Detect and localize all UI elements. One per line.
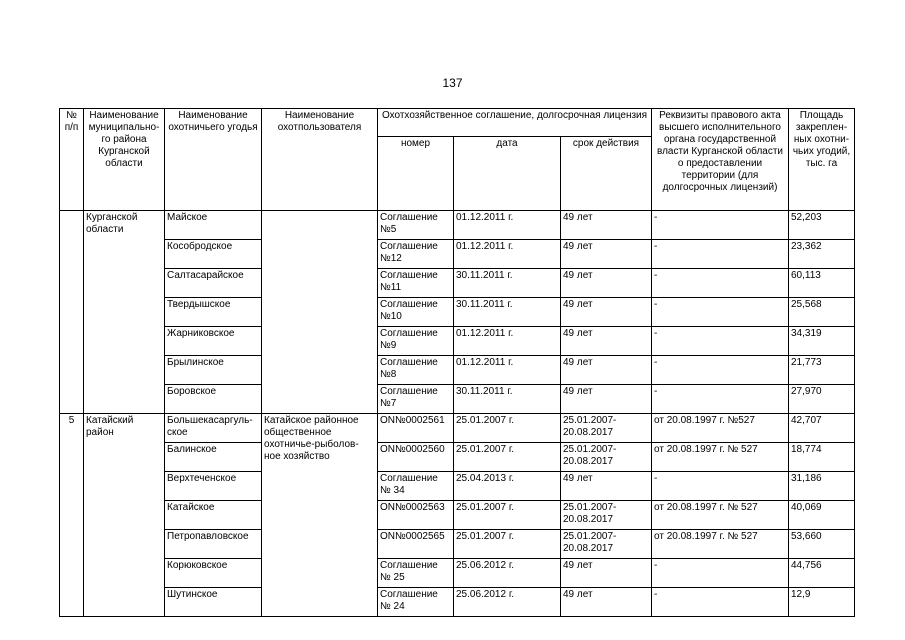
agreement-term-cell: 49 лет xyxy=(561,298,652,327)
agreement-date-cell: 25.01.2007 г. xyxy=(454,530,561,559)
legal-act-cell: - xyxy=(652,327,789,356)
area-cell: 40,069 xyxy=(789,501,855,530)
legal-act-cell: - xyxy=(652,559,789,588)
header-district: Наименование муниципально-го района Курганской области xyxy=(84,109,165,211)
agreement-term-cell: 49 лет xyxy=(561,211,652,240)
agreement-number-cell: Соглашение №11 xyxy=(378,269,454,298)
legal-act-cell: - xyxy=(652,240,789,269)
agreement-number-cell: Соглашение №9 xyxy=(378,327,454,356)
header-agreement: Охотхозяйственное соглашение, долгосрочная лицензия xyxy=(378,109,652,137)
agreement-date-cell: 25.06.2012 г. xyxy=(454,588,561,617)
agreement-term-cell: 25.01.2007-20.08.2017 xyxy=(561,443,652,472)
area-cell: 31,186 xyxy=(789,472,855,501)
area-cell: 21,773 xyxy=(789,356,855,385)
agreement-date-cell: 25.06.2012 г. xyxy=(454,559,561,588)
legal-act-cell: - xyxy=(652,269,789,298)
ground-name-cell: Большекасаргуль-ское xyxy=(165,414,262,443)
table-row xyxy=(60,211,855,240)
hunting-grounds-table xyxy=(59,108,855,617)
hunting-user-cell: Катайское районное общественное охотничье-рыболов-ное хозяйство xyxy=(262,414,378,617)
table-row xyxy=(60,559,855,588)
header-num: № п/п xyxy=(60,109,84,211)
agreement-date-cell: 01.12.2011 г. xyxy=(454,211,561,240)
legal-act-cell: - xyxy=(652,385,789,414)
table-row xyxy=(60,240,855,269)
area-cell: 53,660 xyxy=(789,530,855,559)
ground-name-cell: Катайское xyxy=(165,501,262,530)
table-row xyxy=(60,269,855,298)
area-cell: 12,9 xyxy=(789,588,855,617)
table-row xyxy=(60,356,855,385)
agreement-term-cell: 25.01.2007-20.08.2017 xyxy=(561,530,652,559)
agreement-number-cell: ОN№0002565 xyxy=(378,530,454,559)
table-row xyxy=(60,298,855,327)
legal-act-cell: - xyxy=(652,472,789,501)
ground-name-cell: Жарниковское xyxy=(165,327,262,356)
legal-act-cell: - xyxy=(652,298,789,327)
agreement-term-cell: 49 лет xyxy=(561,269,652,298)
table-body xyxy=(60,211,855,617)
agreement-date-cell: 01.12.2011 г. xyxy=(454,327,561,356)
agreement-number-cell: Соглашение №8 xyxy=(378,356,454,385)
header-row xyxy=(60,109,855,137)
area-cell: 23,362 xyxy=(789,240,855,269)
agreement-date-cell: 25.01.2007 г. xyxy=(454,443,561,472)
agreement-number-cell: Соглашение № 24 xyxy=(378,588,454,617)
header-agreement-term: срок действия xyxy=(561,137,652,211)
ground-name-cell: Боровское xyxy=(165,385,262,414)
table-row xyxy=(60,385,855,414)
agreement-date-cell: 01.12.2011 г. xyxy=(454,240,561,269)
area-cell: 60,113 xyxy=(789,269,855,298)
header-area: Площадь закреплен-ных охотни-чьих угодий, тыс. га xyxy=(789,109,855,211)
ground-name-cell: Балинское xyxy=(165,443,262,472)
legal-act-cell: от 20.08.1997 г. № 527 xyxy=(652,443,789,472)
agreement-date-cell: 01.12.2011 г. xyxy=(454,356,561,385)
header-act: Реквизиты правового акта высшего исполнительного органа государственной власти Курганской области о предоставлении территории (для долгосрочных лицензий) xyxy=(652,109,789,211)
ground-name-cell: Шутинское xyxy=(165,588,262,617)
area-cell: 52,203 xyxy=(789,211,855,240)
table-row xyxy=(60,414,855,443)
agreement-number-cell: ОN№0002563 xyxy=(378,501,454,530)
agreement-date-cell: 25.01.2007 г. xyxy=(454,414,561,443)
district-cell: Курганской области xyxy=(84,211,165,414)
agreement-number-cell: Соглашение №5 xyxy=(378,211,454,240)
legal-act-cell: - xyxy=(652,588,789,617)
ground-name-cell: Твердышское xyxy=(165,298,262,327)
ground-name-cell: Майское xyxy=(165,211,262,240)
agreement-date-cell: 25.01.2007 г. xyxy=(454,501,561,530)
header-user: Наименование охотпользователя xyxy=(262,109,378,211)
agreement-date-cell: 30.11.2011 г. xyxy=(454,269,561,298)
agreement-date-cell: 30.11.2011 г. xyxy=(454,298,561,327)
agreement-number-cell: Соглашение №7 xyxy=(378,385,454,414)
hunting-user-cell xyxy=(262,211,378,414)
ground-name-cell: Петропавловское xyxy=(165,530,262,559)
ground-name-cell: Кособродское xyxy=(165,240,262,269)
agreement-term-cell: 49 лет xyxy=(561,588,652,617)
district-cell: Катайский район xyxy=(84,414,165,617)
legal-act-cell: от 20.08.1997 г. № 527 xyxy=(652,501,789,530)
agreement-number-cell: Соглашение №12 xyxy=(378,240,454,269)
agreement-term-cell: 49 лет xyxy=(561,472,652,501)
header-agreement-date: дата xyxy=(454,137,561,211)
area-cell: 44,756 xyxy=(789,559,855,588)
agreement-term-cell: 49 лет xyxy=(561,327,652,356)
table-row xyxy=(60,530,855,559)
agreement-date-cell: 25.04.2013 г. xyxy=(454,472,561,501)
table-row xyxy=(60,588,855,617)
header-ground: Наименование охотничьего угодья xyxy=(165,109,262,211)
agreement-term-cell: 49 лет xyxy=(561,240,652,269)
area-cell: 34,319 xyxy=(789,327,855,356)
area-cell: 18,774 xyxy=(789,443,855,472)
ground-name-cell: Верхтеченское xyxy=(165,472,262,501)
area-cell: 42,707 xyxy=(789,414,855,443)
agreement-number-cell: Соглашение № 25 xyxy=(378,559,454,588)
header-agreement-number: номер xyxy=(378,137,454,211)
table-row xyxy=(60,327,855,356)
agreement-term-cell: 49 лет xyxy=(561,385,652,414)
agreement-term-cell: 25.01.2007-20.08.2017 xyxy=(561,414,652,443)
area-cell: 27,970 xyxy=(789,385,855,414)
agreement-date-cell: 30.11.2011 г. xyxy=(454,385,561,414)
area-cell: 25,568 xyxy=(789,298,855,327)
ground-name-cell: Брылинское xyxy=(165,356,262,385)
ground-name-cell: Салтасарайское xyxy=(165,269,262,298)
agreement-number-cell: Соглашение №10 xyxy=(378,298,454,327)
legal-act-cell: от 20.08.1997 г. № 527 xyxy=(652,530,789,559)
row-number-cell: 5 xyxy=(60,414,84,617)
page-number: 137 xyxy=(442,76,463,90)
legal-act-cell: от 20.08.1997 г. №527 xyxy=(652,414,789,443)
table-row xyxy=(60,472,855,501)
legal-act-cell: - xyxy=(652,356,789,385)
agreement-term-cell: 49 лет xyxy=(561,356,652,385)
agreement-number-cell: ОN№0002561 xyxy=(378,414,454,443)
ground-name-cell: Корюковское xyxy=(165,559,262,588)
legal-act-cell: - xyxy=(652,211,789,240)
table-row xyxy=(60,501,855,530)
table-row xyxy=(60,443,855,472)
agreement-term-cell: 49 лет xyxy=(561,559,652,588)
agreement-number-cell: Соглашение № 34 xyxy=(378,472,454,501)
agreement-term-cell: 25.01.2007-20.08.2017 xyxy=(561,501,652,530)
row-number-cell xyxy=(60,211,84,414)
agreement-number-cell: ОN№0002560 xyxy=(378,443,454,472)
